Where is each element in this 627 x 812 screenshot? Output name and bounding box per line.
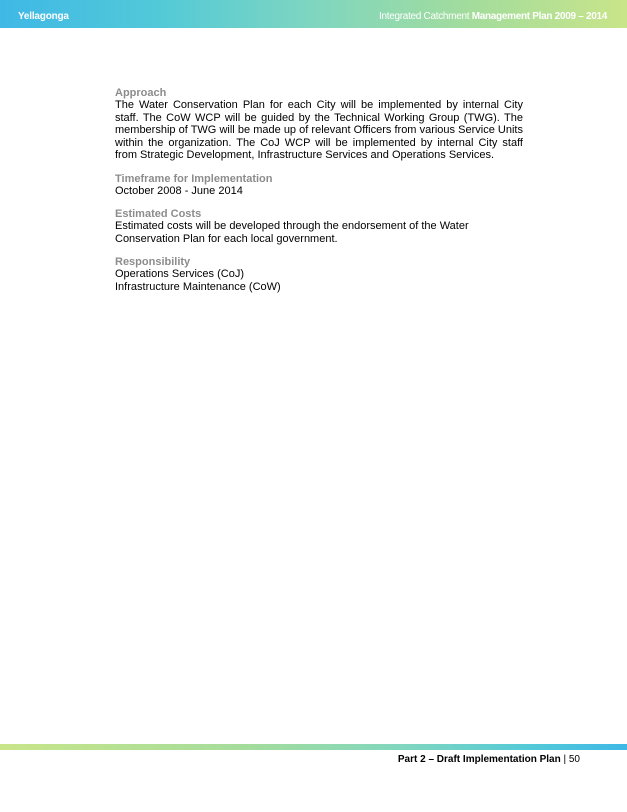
footer-part-title: Part 2 – Draft Implementation Plan — [397, 754, 561, 765]
footer-band — [0, 744, 627, 750]
section-body — [115, 185, 523, 198]
header-right-title-bold: Management Plan 2009 – 2014 — [471, 11, 607, 22]
section-body — [115, 99, 523, 162]
page-number: 50 — [568, 754, 580, 765]
footer-page-label — [398, 754, 580, 765]
body-line: Estimated costs will be developed through the endorsement of the Water Conservation Plan for each local government. — [115, 220, 469, 245]
header-band — [0, 0, 627, 28]
header-right-title — [379, 11, 607, 22]
section-responsibility — [115, 256, 523, 293]
header-left-title: Yellagonga — [18, 11, 69, 22]
body-line: October 2008 - June 2014 — [115, 184, 243, 197]
section-heading: Timeframe for Implementation — [115, 172, 273, 185]
section-body — [115, 220, 523, 245]
body-line: The Water Conservation Plan for each City will be implemented by internal City staff. The CoW WCP will be guided by the Technical Working Group (TWG). The membership of TWG will be made up of relevant Officers from various Service Units within the organization. The CoJ WCP will be implemented by internal City staff from Strategic Development, Infrastructure Services and Operations Services. — [115, 99, 523, 161]
body-line: Operations Services (CoJ) — [115, 268, 244, 280]
section-heading: Approach — [115, 87, 167, 99]
section-body — [115, 268, 523, 293]
main-content — [115, 87, 523, 304]
section-timeframe — [115, 173, 523, 198]
section-heading: Estimated Costs — [115, 208, 202, 220]
header-right-title-regular: Integrated Catchment — [379, 11, 472, 22]
body-line: Infrastructure Maintenance (CoW) — [115, 280, 281, 293]
section-heading: Responsibility — [115, 256, 191, 268]
section-estimated-costs — [115, 208, 523, 245]
section-approach — [115, 87, 523, 162]
footer-separator: | — [560, 754, 569, 765]
